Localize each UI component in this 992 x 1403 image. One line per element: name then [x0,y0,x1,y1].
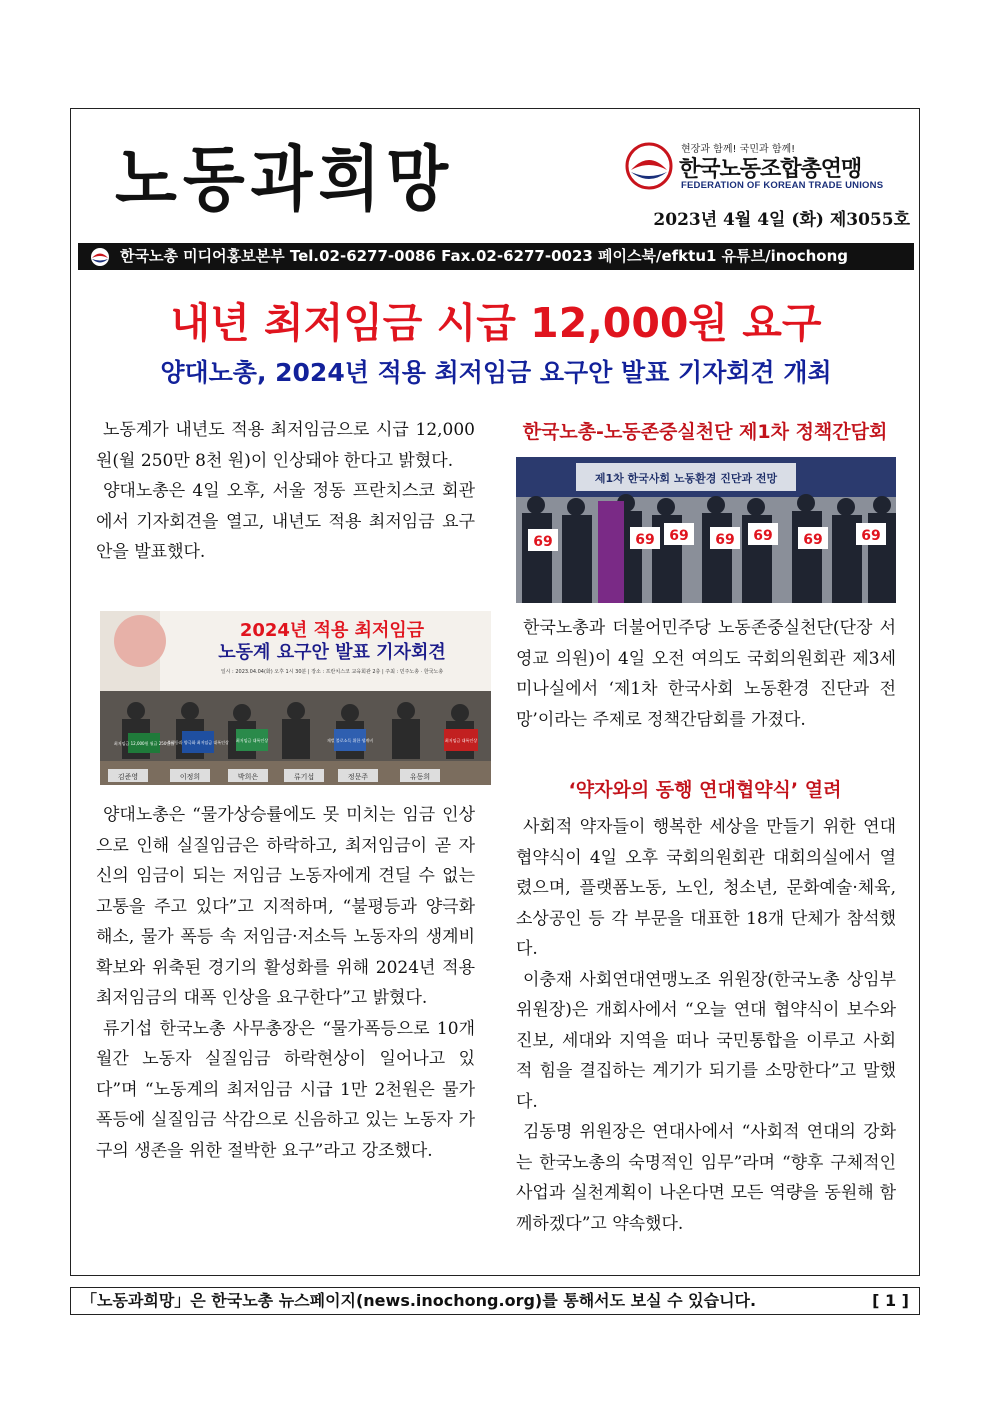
sign-4: 재벌 불로소득 위한 생계비 [326,738,374,743]
federation-slogan: 현장과 함께! 국민과 함께! [681,144,796,155]
nameplate: 류기섭 [293,773,315,781]
nameplate: 유동희 [409,773,431,781]
federation-small-logo-icon [90,247,110,267]
section-title-solidarity-agreement: ‘약자와의 동행 연대협약식’ 열려 [568,779,842,801]
federation-name: 한국노동조합총연맹 [679,157,862,182]
sub-headline: 양대노총, 2024년 적용 최저임금 요구안 발표 기자회견 개최 [160,358,832,387]
newsletter-title: 노동과희망 [115,139,455,222]
contact-text: 한국노총 미디어홍보본부 Tel.02-6277-0086 Fax.02-6277-0023 페이스북/efktu1 유튜브/inochong [120,247,849,265]
footer-text: 「노동과희망」은 한국노총 뉴스페이지(news.inochong.org)를 통해서도 보실 수 있습니다. [81,1291,757,1310]
policy-meeting-photo-image [516,457,896,603]
solidarity-agreement-article [516,812,896,1239]
nameplate: 박희은 [237,773,259,781]
nameplate: 이정희 [179,773,201,781]
paragraph: 양대노총은 “물가상승률에도 못 미치는 임금 인상으로 인해 실질임금은 하락하고, 최저임금이 곧 자신의 임금이 되는 저임금 노동자에게 견딜 수 없는 고통을 주고 있다”고 지적하며, “불평등과 양극화 해소, 물가 폭등 속 저임금·저소득 노동자의 생계비 확보와 위축된 경기의 활성화를 위해 2024년 적용 최저임금의 대폭 인상을 요구한다”고 밝혔다. [96,805,475,1008]
meeting-sign: 69 [635,532,655,548]
issue-date: 2023년 4월 4일 (화) 제3055호 [653,210,910,230]
meeting-banner: 제1차 한국사회 노동환경 진단과 전망 [594,472,778,485]
federation-logo-icon [625,142,673,190]
press-conference-photo-image [100,611,491,785]
section-title-policy-meeting: 한국노총-노동존중실천단 제1차 정책간담회 [522,421,888,443]
press-conference-photo [100,611,491,785]
banner-info: 일시 : 2023.04.04(화) 오후 1시 30분 | 장소 : 프란치스코 교육회관 2층 | 주최 : 민주노총 · 한국노총 [220,669,444,675]
banner-line-2: 노동계 요구안 발표 기자회견 [218,642,446,663]
federation-brand [625,140,910,192]
nameplate: 정문주 [347,773,369,781]
paragraph: 노동계가 내년도 적용 최저임금으로 시급 12,000원(월 250만 8천 원)이 인상돼야 한다고 밝혔다. [96,420,475,471]
contact-bar [78,243,914,270]
nameplate: 김준영 [117,773,139,781]
meeting-sign: 69 [753,528,773,544]
footer-bar [70,1287,920,1315]
sign-3: 최저임금 대폭인상 [235,738,269,743]
sign-5: 최저임금 대폭인상 [444,738,478,743]
left-article-body [96,800,475,1166]
paragraph: 사회적 약자들이 행복한 세상을 만들기 위한 연대협약식이 4일 오후 국회의원회관 대회의실에서 열렸으며, 플랫폼노동, 노인, 청소년, 문화예술·체육, 소상공인 등 각 부문을 대표한 18개 단체가 참석했다. [516,817,896,959]
paragraph: 김동명 위원장은 연대사에서 “사회적 연대의 강화는 한국노총의 숙명적인 임무”라며 “향후 구체적인 사업과 실천계획이 나온다면 모든 역량을 동원해 함께하겠다”고 약속했다. [516,1122,896,1234]
federation-english-name: FEDERATION OF KOREAN TRADE UNIONS [681,180,884,191]
left-article-intro [96,415,475,568]
sign-2: 불평등과 양극화 최저임금 대폭인상 [167,740,229,745]
paragraph: 류기섭 한국노총 사무총장은 “물가폭등으로 10개월간 노동자 실질임금 하락현상이 일어나고 있다”며 “노동계의 최저임금 시급 1만 2천원은 물가폭등에 실질임금 삭감으로 신음하고 있는 노동자 가구의 생존을 위한 절박한 요구”라고 강조했다. [96,1018,475,1161]
banner-line-1: 2024년 적용 최저임금 [239,620,425,641]
main-headline: 내년 최저임금 시급 12,000원 요구 [170,299,822,347]
policy-meeting-article [516,613,896,735]
paragraph: 양대노총은 4일 오후, 서울 정동 프란치스코 회관에서 기자회견을 열고, 내년도 적용 최저임금 요구안을 발표했다. [96,481,475,562]
policy-meeting-photo [516,457,896,603]
paragraph: 이충재 사회연대연맹노조 위원장(한국노총 상임부위원장)은 개회사에서 “오늘 연대 협약식이 보수와 진보, 세대와 지역을 떠나 국민통합을 이루고 사회적 힘을 결집하는 계기가 되기를 소망한다”고 말했다. [516,969,896,1112]
meeting-sign: 69 [803,532,823,548]
meeting-sign: 69 [861,528,881,544]
meeting-sign: 69 [533,534,553,550]
paragraph: 한국노총과 더불어민주당 노동존중실천단(단장 서영교 의원)이 4일 오전 여의도 국회의원회관 제3세미나실에서 ‘제1차 한국사회 노동환경 진단과 전망’이라는 주제로 정책간담회를 가졌다. [516,618,896,730]
page-number: [ 1 ] [872,1291,909,1310]
meeting-sign: 69 [669,528,689,544]
sign-1: 최저임금 12,000원 월급 250만원 [113,741,175,746]
meeting-sign: 69 [715,532,735,548]
